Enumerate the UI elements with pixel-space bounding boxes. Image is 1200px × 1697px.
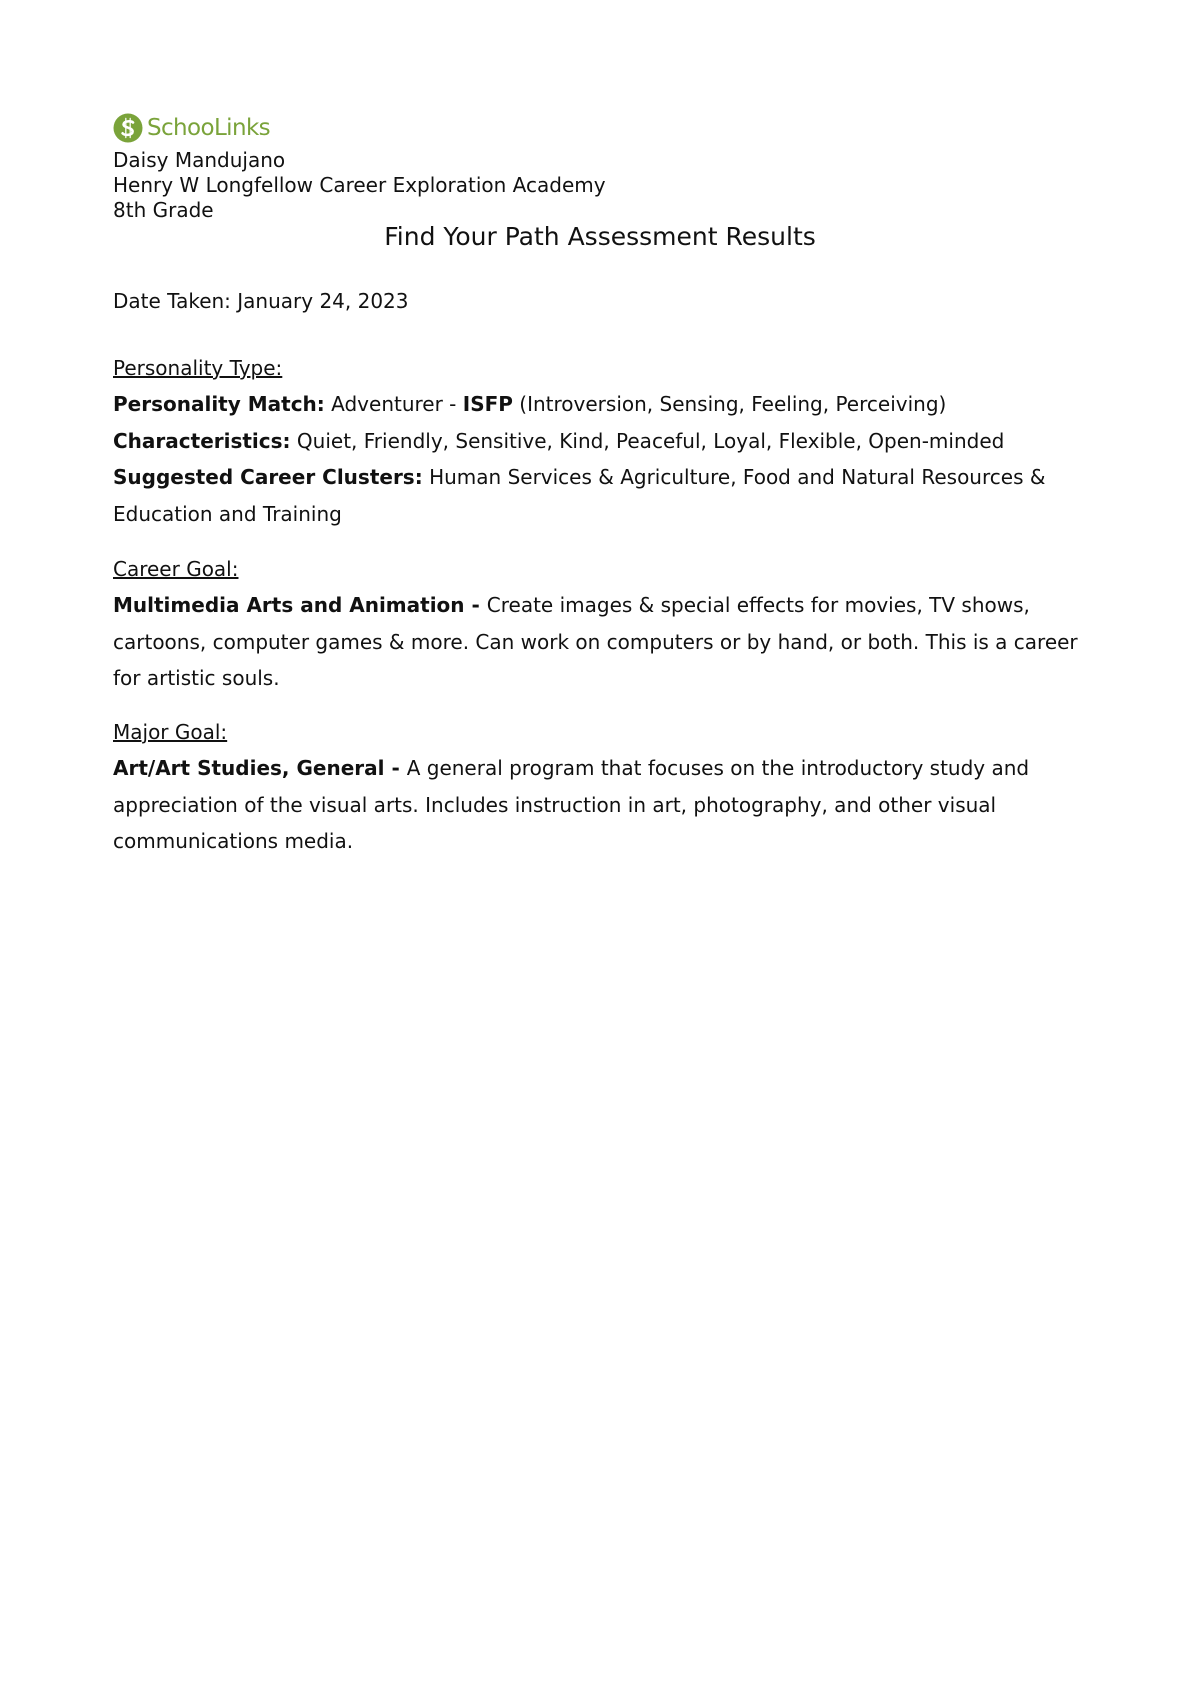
date-taken: Date Taken: January 24, 2023 <box>113 289 409 313</box>
personality-match <box>113 386 1103 423</box>
schoolinks-logo <box>113 112 270 144</box>
suggested-career-clusters <box>113 459 1103 532</box>
clusters-value: Human Services & Agriculture, Food and Natural Resources & Education and Training <box>113 465 1046 526</box>
career-goal-entry <box>113 587 1103 697</box>
schoolinks-s-logo-icon <box>113 113 143 143</box>
clusters-label: Suggested Career Clusters: <box>113 465 423 489</box>
major-goal-heading: Major Goal: <box>113 720 228 744</box>
characteristics-label: Characteristics: <box>113 428 291 453</box>
personality-match-detail: (Introversion, Sensing, Feeling, Perceiving) <box>512 392 947 416</box>
major-goal-entry <box>113 750 1103 860</box>
page-title: Find Your Path Assessment Results <box>384 222 816 251</box>
personality-match-label: Personality Match: <box>113 392 325 416</box>
major-goal-title: Art/Art Studies, General - <box>113 756 407 780</box>
grade-level: 8th Grade <box>113 198 214 222</box>
career-goal-description: Create images & special effects for movies, TV shows, cartoons, computer games & more. Can work on computers or by hand, or both. This is a career for artistic souls. <box>113 593 1078 690</box>
personality-heading: Personality Type: <box>113 356 283 380</box>
major-goal-description: A general program that focuses on the introductory study and appreciation of the visual arts. Includes instruction in art, photography, and other visual communications media. <box>113 756 1030 853</box>
personality-match-name: Adventurer - <box>331 392 463 416</box>
major-goal-section <box>113 714 1103 860</box>
personality-match-code: ISFP <box>462 392 513 416</box>
personality-section <box>113 350 1103 532</box>
career-goal-heading: Career Goal: <box>113 557 239 581</box>
characteristics <box>113 423 1103 460</box>
logo-wordmark: SchooLinks <box>147 115 271 141</box>
student-info <box>113 148 606 223</box>
student-name: Daisy Mandujano <box>113 148 286 172</box>
career-goal-title: Multimedia Arts and Animation - <box>113 593 487 617</box>
school-name: Henry W Longfellow Career Exploration Academy <box>113 173 606 197</box>
career-goal-section <box>113 551 1103 697</box>
characteristics-value: Quiet, Friendly, Sensitive, Kind, Peaceful, Loyal, Flexible, Open-minded <box>296 428 1005 453</box>
